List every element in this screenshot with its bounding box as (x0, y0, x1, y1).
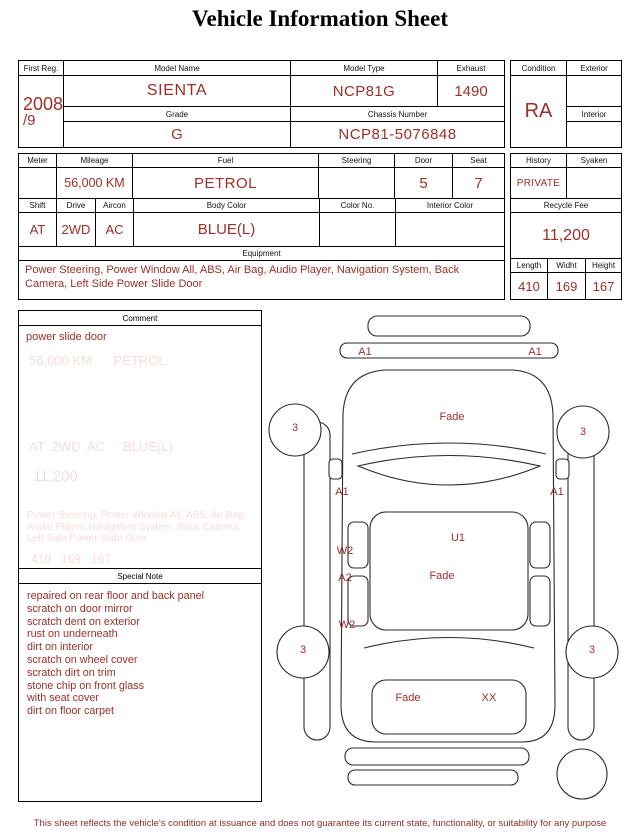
equipment-label: Equipment (19, 247, 504, 260)
width-label: Widht (548, 259, 585, 272)
special-note-item: scratch dent on exterior (27, 615, 140, 628)
diagram-mark-wheel-fr: 3 (579, 426, 587, 438)
first-reg-month: /9 (23, 112, 36, 130)
steering-value (319, 168, 394, 198)
diagram-mark-wheel-rl: 3 (299, 644, 307, 656)
shift-label: Shift (19, 199, 56, 212)
chassis-number-value: NCP81-5076848 (291, 122, 504, 147)
equipment-table (18, 246, 505, 300)
recycle-fee-value: 11,200 (511, 213, 621, 258)
history-value: PRIVATE (511, 168, 566, 198)
history-table (510, 153, 622, 199)
model-type-label: Model Type (291, 61, 437, 75)
seat-value: 7 (453, 168, 504, 198)
model-name-label: Model Name (64, 61, 290, 75)
interior-color-value (396, 213, 504, 246)
ghost-bleedthrough-text: 11,200 (33, 468, 78, 485)
syaken-label: Syaken (567, 154, 621, 167)
special-note-item: dirt on interior (27, 641, 94, 654)
aircon-label: Aircon (96, 199, 133, 212)
special-note-item: rust on underneath (27, 628, 118, 641)
car-condition-diagram (268, 312, 630, 800)
history-label: History (511, 154, 566, 167)
diagram-mark-wheel-rr: 3 (588, 644, 596, 656)
first-reg-value (19, 76, 63, 147)
model-name-value: SIENTA (64, 76, 290, 106)
special-note-item: repaired on rear floor and back panel (27, 590, 205, 602)
special-note-item: scratch on door mirror (27, 602, 133, 615)
comment-header: Comment (19, 311, 261, 326)
exterior-value (567, 76, 621, 106)
diagram-mark-front-left: A1 (358, 346, 372, 358)
special-note-header: Special Note (19, 568, 261, 584)
diagram-mark-wheel-fl: 3 (291, 422, 299, 434)
meter-value (19, 168, 56, 198)
diagram-mark-roof: U1 (450, 532, 466, 544)
diagram-mark-rear-fade: Fade (395, 692, 421, 704)
mileage-label: Mileage (57, 154, 132, 167)
diagram-mark-rear-xx: XX (481, 692, 497, 704)
fuel-value: PETROL (133, 168, 318, 198)
ghost-bleedthrough-text: AT 2WD AC BLUE(L) (29, 439, 173, 454)
special-note-item: scratch on wheel cover (27, 653, 138, 666)
ghost-bleedthrough-text: 410 169 167 (31, 552, 112, 566)
condition-value: RA (511, 76, 566, 147)
length-value: 410 (511, 273, 547, 299)
height-value: 167 (586, 273, 621, 299)
exhaust-label: Exhaust (438, 61, 504, 75)
body-color-value: BLUE(L) (134, 213, 319, 246)
special-note-item: dirt on floor carpet (27, 705, 115, 718)
fuel-label: Fuel (133, 154, 318, 167)
exterior-label: Exterior (567, 61, 621, 75)
disclaimer-text: This sheet reflects the vehicle's condition at issuance and does not guarantee its current state, functionality, or suitability for any purpose (33, 818, 607, 829)
model-type-value: NCP81G (291, 76, 437, 106)
grade-label: Grade (64, 107, 290, 121)
specs-table-top (18, 153, 505, 199)
grade-value: G (64, 122, 290, 147)
exhaust-value: 1490 (438, 76, 504, 106)
width-value: 169 (548, 273, 585, 299)
ghost-bleedthrough-text: Power Steering, Power Window All, ABS, Air Bag, Audio Player, Navigation System, Back Camera, Left Side Power Slide Door (27, 510, 249, 544)
seat-label: Seat (453, 154, 504, 167)
diagram-mark-side-w2-b: W2 (338, 619, 356, 631)
condition-table (510, 60, 622, 148)
drive-label: Drive (57, 199, 95, 212)
diagram-mark-door-left: A1 (335, 486, 349, 498)
comment-text: power slide door (26, 331, 107, 343)
door-label: Door (395, 154, 452, 167)
aircon-value: AC (96, 213, 133, 246)
registration-table (18, 60, 505, 148)
recycle-fee-table (510, 198, 622, 259)
color-no-value (320, 213, 395, 246)
equipment-value: Power Steering, Power Window All, ABS, Air Bag, Audio Player, Navigation System, Back Camera, Left Side Power Slide Door (19, 261, 504, 299)
dimensions-table (510, 258, 622, 300)
mileage-value: 56,000 KM (57, 168, 132, 198)
color-no-label: Color No. (320, 199, 395, 212)
shift-value: AT (19, 213, 56, 246)
special-note-item: scratch dirt on trim (27, 666, 116, 679)
height-label: Height (586, 259, 621, 272)
diagram-mark-door-right: A1 (550, 486, 564, 498)
special-note-item: stone chip on front glass (27, 679, 145, 692)
special-note-list (19, 584, 261, 718)
body-color-label: Body Color (134, 199, 319, 212)
ghost-bleedthrough-text: 56,000 KM PETROL (29, 353, 166, 368)
comment-panel (18, 310, 262, 802)
meter-label: Meter (19, 154, 56, 167)
first-reg-label: First Reg. (19, 61, 63, 75)
chassis-number-label: Chassis Number (291, 107, 504, 121)
car-outline-svg (268, 312, 630, 800)
specs-table-bottom (18, 198, 505, 247)
first-reg-year: 2008 (23, 93, 63, 114)
diagram-mark-hood: Fade (439, 411, 465, 423)
page-title: Vehicle Information Sheet (192, 6, 448, 31)
length-label: Length (511, 259, 547, 272)
interior-label: Interior (567, 107, 621, 121)
door-value: 5 (395, 168, 452, 198)
diagram-mark-front-right: A1 (528, 346, 542, 358)
condition-label: Condition (511, 61, 566, 75)
interior-value (567, 122, 621, 147)
diagram-mark-side-w2-a: W2 (336, 545, 354, 557)
diagram-mark-side-a2: A2 (338, 572, 352, 584)
drive-value: 2WD (57, 213, 95, 246)
interior-color-label: Interior Color (396, 199, 504, 212)
recycle-fee-label: Recycle Fee (511, 199, 621, 212)
diagram-mark-cabin-fade: Fade (429, 570, 455, 582)
syaken-value (567, 168, 621, 198)
steering-label: Steering (319, 154, 394, 167)
special-note-item: with seat cover (27, 692, 100, 705)
comment-body (19, 326, 261, 568)
